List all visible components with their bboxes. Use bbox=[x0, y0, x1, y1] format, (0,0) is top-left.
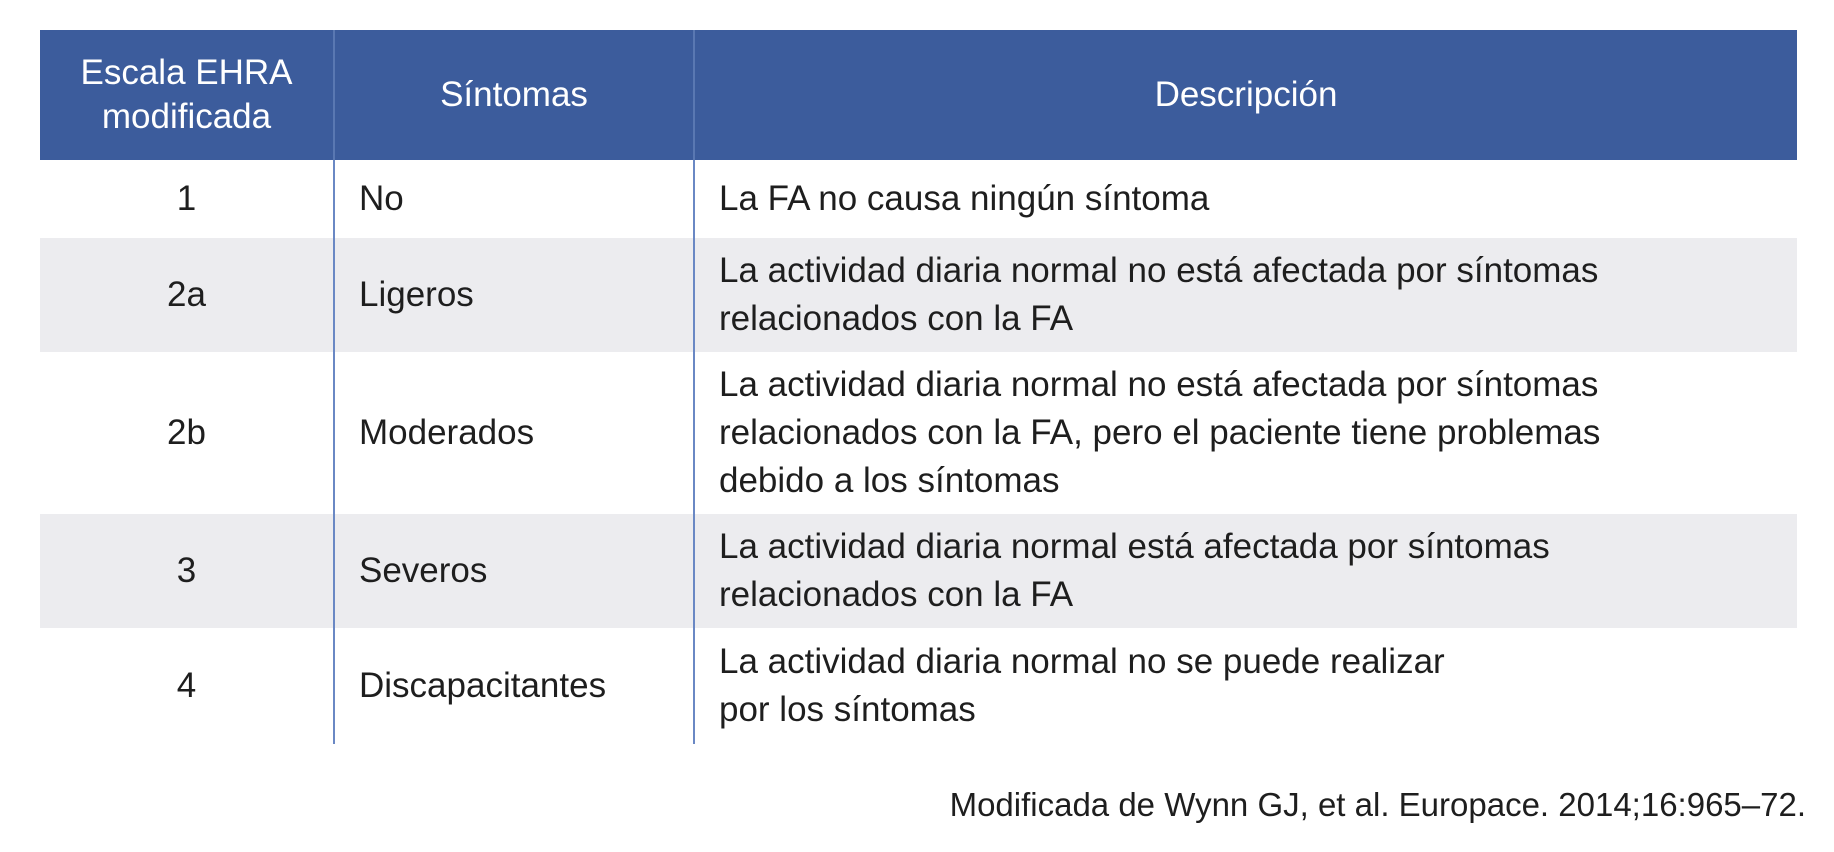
symptoms-cell: Discapacitantes bbox=[334, 628, 694, 744]
header-description: Descripción bbox=[694, 30, 1797, 160]
source-citation: Modificada de Wynn GJ, et al. Europace. 2014;16:965–72. bbox=[949, 786, 1806, 823]
description-line: relacionados con la FA bbox=[719, 299, 1074, 338]
header-symptoms: Síntomas bbox=[334, 30, 694, 160]
symptoms-cell: Severos bbox=[334, 514, 694, 628]
symptoms-cell: Moderados bbox=[334, 352, 694, 514]
table-row bbox=[40, 514, 1797, 628]
description-line: La actividad diaria normal no está afectada por síntomas bbox=[719, 251, 1599, 290]
description-cell bbox=[694, 238, 1797, 352]
description-cell bbox=[694, 160, 1797, 238]
table-row bbox=[40, 160, 1797, 238]
description-line: por los síntomas bbox=[719, 690, 976, 729]
table-row bbox=[40, 352, 1797, 514]
description-cell bbox=[694, 352, 1797, 514]
description-line: relacionados con la FA, pero el paciente tiene problemas bbox=[719, 413, 1601, 452]
scale-cell: 3 bbox=[176, 551, 197, 590]
table-header bbox=[40, 30, 1797, 160]
header-row bbox=[40, 30, 1797, 160]
symptoms-cell: No bbox=[334, 160, 694, 238]
table-row bbox=[40, 238, 1797, 352]
scale-cell: 4 bbox=[176, 666, 197, 705]
description-line: debido a los síntomas bbox=[719, 461, 1060, 500]
scale-cell: 2b bbox=[167, 413, 206, 452]
description-line: La FA no causa ningún síntoma bbox=[719, 179, 1210, 218]
description-line: La actividad diaria normal está afectada por síntomas bbox=[719, 527, 1550, 566]
description-line: relacionados con la FA bbox=[719, 575, 1074, 614]
description-line: La actividad diaria normal no está afectada por síntomas bbox=[719, 365, 1599, 404]
description-line: La actividad diaria normal no se puede realizar bbox=[719, 642, 1445, 681]
header-scale-line-1: Escala EHRA bbox=[80, 53, 293, 92]
table-body bbox=[40, 160, 1797, 744]
header-scale-line-2: modificada bbox=[101, 97, 272, 136]
header-scale bbox=[40, 30, 334, 160]
symptoms-cell: Ligeros bbox=[334, 238, 694, 352]
description-cell bbox=[694, 628, 1797, 744]
ehra-scale-table bbox=[40, 30, 1797, 744]
table-row bbox=[40, 628, 1797, 744]
description-cell bbox=[694, 514, 1797, 628]
ehra-scale-table-container bbox=[40, 30, 1797, 744]
scale-cell: 1 bbox=[176, 179, 197, 218]
scale-cell: 2a bbox=[167, 275, 206, 314]
